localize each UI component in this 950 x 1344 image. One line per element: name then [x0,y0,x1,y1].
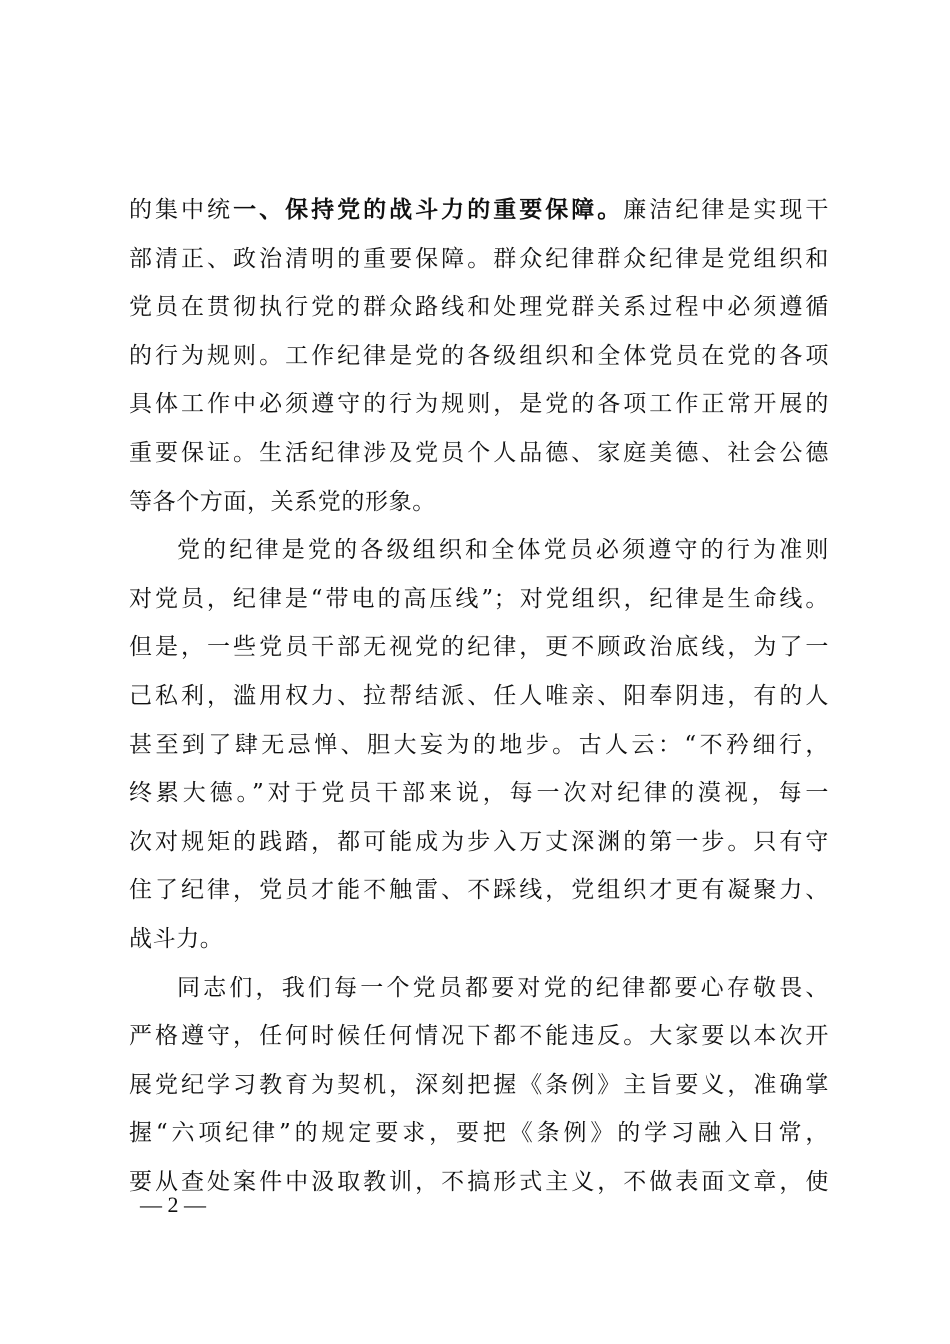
text-run: 的集中统 [129,197,234,223]
text-line: 具体工作中必须遵守的行为规则，是党的各项工作正常开展的 [129,391,829,418]
text-line: 己私利，滥用权力、拉帮结派、任人唯亲、阳奉阴违，有的人 [129,682,829,709]
bold-heading-run: 一、保持党的战斗力的重要保障。 [233,196,624,223]
text-line: 部清正、政治清明的重要保障。群众纪律群众纪律是党组织和 [129,245,829,272]
text-line: 党员在贯彻执行党的群众路线和处理党群关系过程中必须遵循 [129,294,829,321]
text-line: 对党员，纪律是“带电的高压线”；对党组织，纪律是生命线。 [129,585,829,612]
text-line: 展党纪学习教育为契机，深刻把握《条例》主旨要义，准确掌 [129,1071,829,1098]
text-line: 严格遵守，任何时候任何情况下都不能违反。大家要以本次开 [129,1023,829,1050]
text-line [129,186,829,235]
text-line: 同志们，我们每一个党员都要对党的纪律都要心存敬畏、 [177,974,829,1001]
page-number: — 2 — [140,1192,206,1217]
text-line: 住了纪律，党员才能不触雷、不踩线，党组织才更有凝聚力、 [129,877,829,904]
text-line: 次对规矩的践踏，都可能成为步入万丈深渊的第一步。只有守 [129,828,829,855]
text-line: 党的纪律是党的各级组织和全体党员必须遵守的行为准则 [177,537,829,564]
text-line: 重要保证。生活纪律涉及党员个人品德、家庭美德、社会公德 [129,439,829,466]
text-line: 战斗力。 [129,925,224,952]
text-run: 廉洁纪律是实现干 [623,197,829,223]
text-line: 甚至到了肆无忌惮、胆大妄为的地步。古人云：“不矜细行， [129,731,829,758]
text-line: 但是，一些党员干部无视党的纪律，更不顾政治底线，为了一 [129,634,829,661]
text-line: 等各个方面，关系党的形象。 [129,488,436,515]
text-line: 的行为规则。工作纪律是党的各级组织和全体党员在党的各项 [129,342,829,369]
text-line: 终累大德。”对于党员干部来说，每一次对纪律的漠视，每一 [129,780,829,807]
body-text [129,186,829,1206]
text-line: 握“六项纪律”的规定要求，要把《条例》的学习融入日常， [129,1120,829,1147]
text-line: 要从查处案件中汲取教训，不搞形式主义，不做表面文章，使 [129,1168,829,1195]
